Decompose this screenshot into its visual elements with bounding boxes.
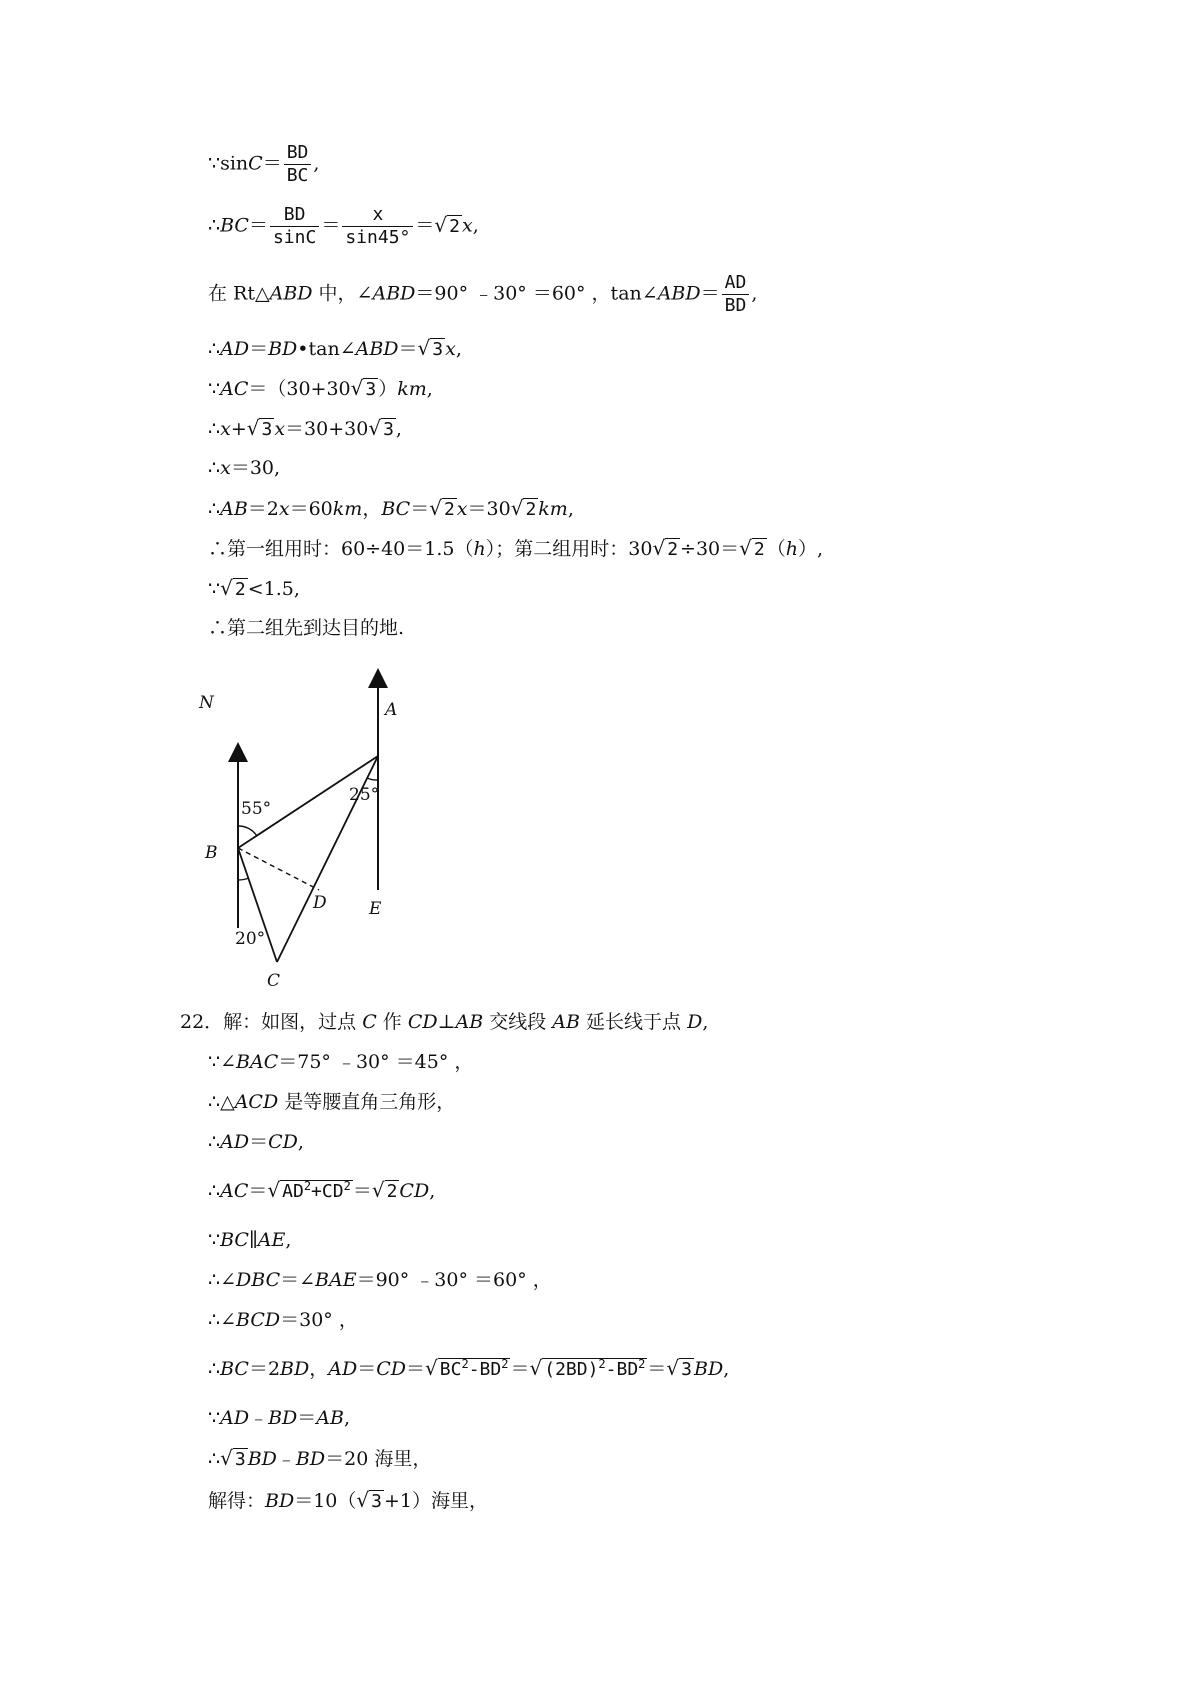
line-ac-cd: ∴AC＝√ $AD^2+CD^2$ ＝√ 2 CD, — [208, 1172, 435, 1206]
line-equation: ∴x+√ 3 x＝30+30√ 3 , — [208, 414, 402, 444]
sqrt: √ $(2BD)^2-BD^2$ — [529, 1356, 646, 1380]
line-compare: ∵√ 2 <1.5, — [208, 574, 300, 604]
sqrt: √ 3 — [246, 416, 273, 440]
fraction: $\frac{x}{\sin 45^\circ}$ — [342, 204, 413, 249]
line-conclusion: ∴第二组先到达目的地. — [208, 617, 405, 639]
sqrt: √ 2 — [371, 1178, 398, 1202]
line-bac: ∵∠BAC＝75° ﹣30° ＝45° ， — [208, 1051, 474, 1073]
fraction: $\frac{AD}{BD}$ — [722, 272, 750, 317]
angle-arc-25 — [367, 778, 378, 780]
sqrt: √ 3 — [350, 376, 377, 400]
sqrt: √ 3 — [368, 416, 394, 440]
label-e: E — [369, 899, 382, 919]
line-sin-c: ∵sinC＝ $\frac{BD}{BC}$ , — [208, 142, 320, 186]
sqrt: √ $BC^2-BD^2$ — [425, 1356, 509, 1380]
line-bcd: ∴∠BCD＝30° ， — [208, 1309, 358, 1331]
line-ab-bc: ∴AB＝2x＝60km，BC＝√ 2 x＝30√ 2 km, — [208, 494, 574, 524]
angle-label-25: 25° — [349, 785, 380, 805]
sqrt: √ 2 — [510, 496, 537, 520]
question-22-heading: 22．解：如图，过点 C 作 CD⊥AB 交线段 AB 延长线于点 D, — [180, 1011, 709, 1033]
sqrt: √ 3 — [666, 1356, 693, 1380]
line-equation-20: ∴√ 3 BD﹣BD＝20 海里， — [208, 1444, 431, 1474]
angle-arc-20 — [238, 878, 249, 880]
line-ad-minus-bd: ∵AD﹣BD＝AB, — [208, 1407, 351, 1429]
sqrt: √ 2 — [652, 536, 679, 560]
sqrt: √ 2 — [220, 576, 246, 600]
label-b: B — [205, 843, 218, 863]
label-c: C — [267, 971, 281, 988]
sqrt: √ 2 — [429, 496, 455, 520]
label-n: N — [199, 693, 214, 713]
sqrt: √ $AD^2+CD^2$ — [267, 1178, 351, 1202]
fraction: $\frac{BD}{\sin C}$ — [270, 204, 319, 249]
line-rt-abd: 在 Rt△ABD 中，∠ABD＝90° ﹣30° ＝60° ，tan∠ABD＝ $\frac{AD}{BD}$ , — [208, 272, 758, 316]
line-ad-value: ∴AD＝BD•tan∠ABD＝√ 3 x, — [208, 334, 462, 364]
line-dbc: ∴∠DBC＝∠BAE＝90° ﹣30° ＝60° ， — [208, 1269, 552, 1291]
label-a: A — [385, 700, 398, 720]
fraction: $\frac{BD}{BC}$ — [284, 142, 312, 187]
line-ac-value: ∵AC＝（30+30√ 3 ）km, — [208, 374, 433, 404]
sqrt: √ 3 — [417, 336, 444, 360]
sqrt: √ 3 — [220, 1446, 246, 1470]
line-acd: ∴△ACD 是等腰直角三角形， — [208, 1091, 456, 1113]
label-d: D — [313, 893, 327, 913]
angle-label-20: 20° — [235, 929, 266, 949]
sqrt: √ 3 — [356, 1488, 382, 1512]
line-ad-cd: ∴AD＝CD, — [208, 1131, 304, 1153]
line-solution: 解得：BD＝10（√ 3 +1）海里， — [208, 1486, 488, 1516]
line-bc-bd: ∴BC＝2BD，AD＝CD＝√ $BC^2-BD^2$ ＝√ $(2BD)^2-BD^2$ ＝√ 3 BD, — [208, 1350, 729, 1384]
sqrt: √ 2 — [434, 212, 460, 237]
sqrt: √ 2 — [739, 536, 765, 560]
line-times: ∴第一组用时：60÷40＝1.5（h）；第二组用时：30√ 2 ÷30＝√ 2 （h）, — [208, 534, 823, 564]
angle-arc-55 — [238, 826, 257, 836]
angle-label-55: 55° — [241, 799, 272, 819]
line-bc-parallel: ∵BC∥AE, — [208, 1229, 292, 1251]
geometry-figure — [195, 668, 435, 988]
line-x-value: ∴x＝30, — [208, 457, 281, 479]
line-bc-value: ∴BC＝ $\frac{BD}{\sin C}$ ＝ $\frac{x}{\sin 45^\circ}$ ＝√ 2 x, — [208, 204, 479, 248]
